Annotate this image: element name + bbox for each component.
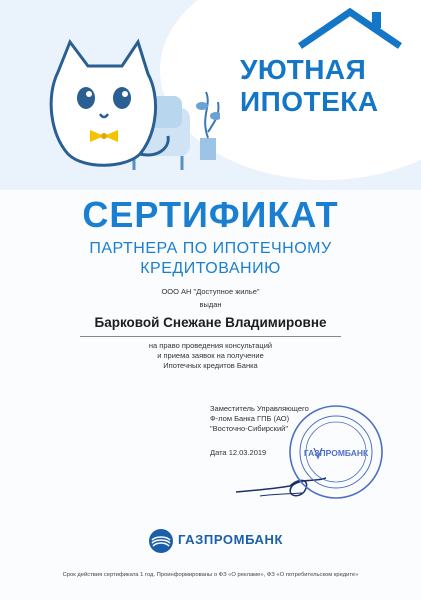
signatory-line3: "Восточно-Сибирский" (210, 424, 288, 433)
issued-label: выдан (199, 300, 222, 309)
issue-date: Дата 12.03.2019 (210, 448, 267, 457)
purpose-line3: Ипотечных кредитов Банка (163, 361, 258, 370)
purpose-line2: и приема заявок на получение (157, 351, 264, 360)
footer-note: Срок действия сертификата 1 год. Проинформированы о ФЗ «О рекламе», ФЗ «О потребительском кредите» (62, 572, 359, 578)
cat-illustration-icon (30, 36, 220, 186)
certificate-subtitle-line2: КРЕДИТОВАНИЮ (140, 260, 281, 277)
organization-name: ООО АН "Доступное жилье" (161, 287, 260, 296)
certificate-subtitle-line1: ПАРТНЕРА ПО ИПОТЕЧНОМУ (89, 240, 332, 257)
signatory-line2: Ф-лом Банка ГПБ (АО) (210, 414, 290, 423)
brand-title-line1: УЮТНАЯ (240, 54, 367, 85)
brand-title-line2: ИПОТЕКА (240, 86, 379, 117)
bank-stamp-seal (286, 402, 386, 502)
svg-text:ГАЗПРОМБАНК: ГАЗПРОМБАНК (303, 448, 369, 458)
house-roof-icon (296, 6, 404, 50)
purpose-line1: на право проведения консультаций (148, 341, 273, 350)
certificate-title: СЕРТИФИКАТ (82, 194, 339, 235)
signatory-line1: Заместитель Управляющего (210, 404, 309, 413)
recipient-underline (80, 336, 341, 337)
recipient-name: Барковой Снежане Владимировне (94, 315, 327, 330)
bank-name: ГАЗПРОМБАНК (178, 532, 284, 547)
purpose-text (0, 341, 421, 371)
gazprombank-logo-icon (148, 528, 174, 554)
